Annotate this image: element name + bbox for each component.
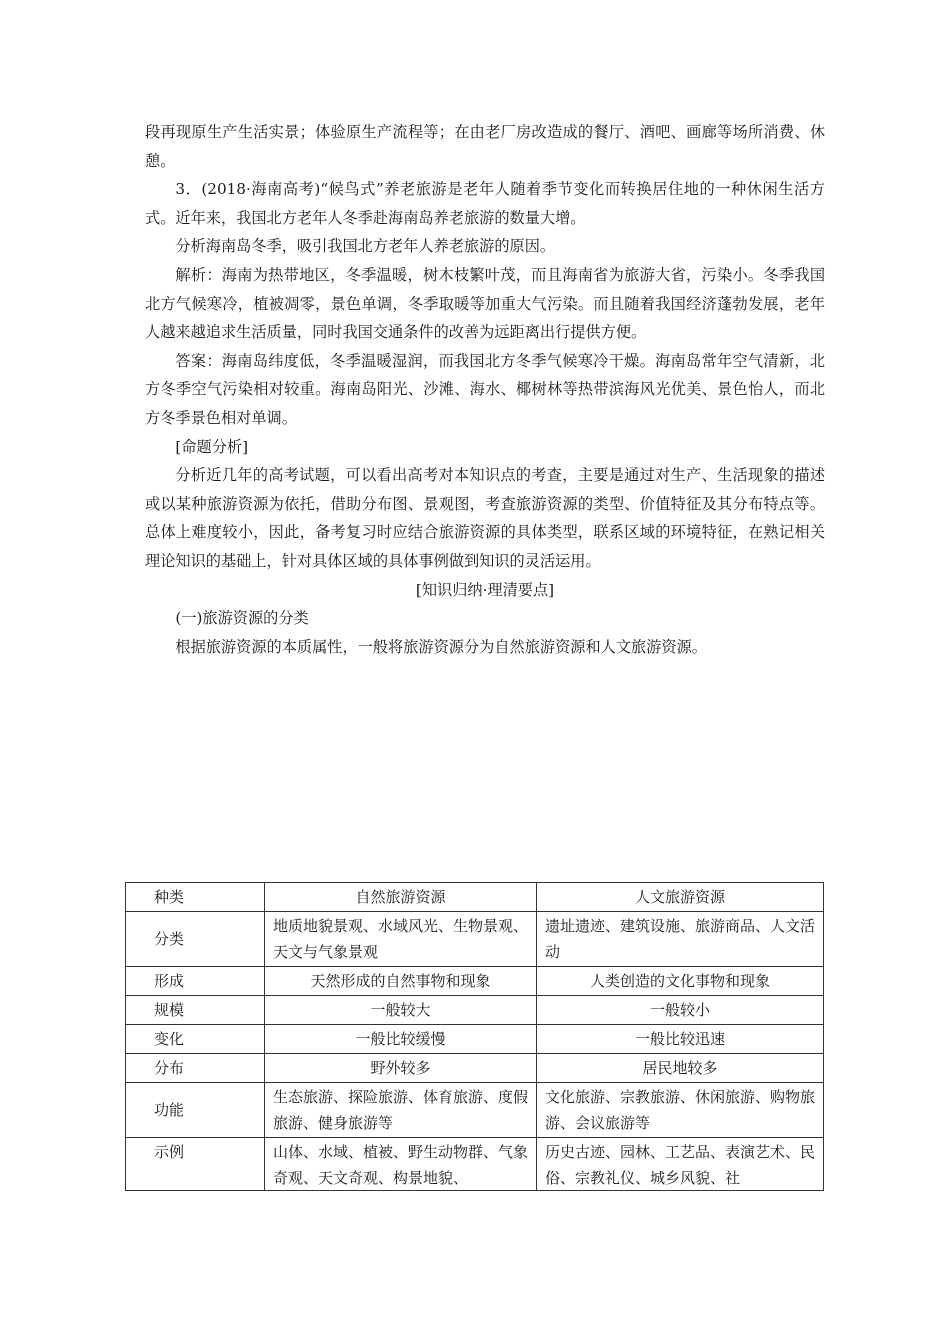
row-label: 形成 — [126, 967, 265, 996]
proposition-analysis-paragraph: 分析近几年的高考试题，可以看出高考对本知识点的考查，主要是通过对生产、生活现象的描述或以某种旅游资源为依托，借助分布图、景观图，考查旅游资源的类型、价值特征及其分布特点等。总体上难度较小，因此，备考复习时应结合旅游资源的具体类型，联系区域的环境特征，在熟记相关理论知识的基础上，针对具体区域的具体事例做到知识的灵活运用。 — [145, 466, 825, 570]
row-cell-natural: 一般较大 — [265, 996, 537, 1025]
row-cell-natural: 生态旅游、探险旅游、体育旅游、度假旅游、健身旅游等 — [265, 1083, 537, 1138]
question-3: 3．(2018·海南高考)“候鸟式”养老旅游是老年人随着季节变化而转换居住地的一种休闲生活方式。近年来，我国北方老年人冬季赴海南岛养老旅游的数量大增。 — [145, 180, 825, 227]
question-prompt: 分析海南岛冬季，吸引我国北方老年人养老旅游的原因。 — [175, 237, 556, 256]
table-row — [126, 1138, 824, 1191]
row-cell-human: 一般比较迅速 — [537, 1025, 824, 1054]
header-cell-human: 人文旅游资源 — [537, 883, 824, 912]
section-heading-knowledge: [知识归纳·理清要点] — [415, 580, 555, 599]
row-cell-human: 遗址遗迹、建筑设施、旅游商品、人文活动 — [537, 912, 824, 967]
row-cell-natural: 野外较多 — [265, 1054, 537, 1083]
document-body — [145, 118, 825, 661]
row-cell-human: 文化旅游、宗教旅游、休闲旅游、购物旅游、会议旅游等 — [537, 1083, 824, 1138]
row-label — [126, 1138, 265, 1191]
subheading-classification: (一)旅游资源的分类 — [175, 609, 309, 628]
row-cell-human-text: 历史古迹、园林、工艺品、表演艺术、民俗、宗教礼仪、城乡风貌、社 — [545, 1143, 815, 1187]
table-row — [126, 996, 824, 1025]
paragraph-continuation: 段再现原生产生活实景；体验原生产流程等；在由老厂房改造成的餐厅、酒吧、画廊等场所消费、休憩。 — [145, 123, 825, 170]
tourism-resources-table — [125, 882, 824, 1191]
row-label: 功能 — [126, 1083, 265, 1138]
table-row — [126, 1054, 824, 1083]
table-row — [126, 1025, 824, 1054]
section-heading-proposition: [命题分析] — [175, 437, 248, 456]
row-label: 分类 — [126, 912, 265, 967]
row-label: 规模 — [126, 996, 265, 1025]
header-cell-type: 种类 — [126, 883, 265, 912]
table-row — [126, 1083, 824, 1138]
row-cell-natural-text: 山体、水域、植被、野生动物群、气象奇观、天文奇观、构景地貌、 — [273, 1143, 528, 1187]
row-cell-human — [537, 1138, 824, 1191]
header-cell-natural: 自然旅游资源 — [265, 883, 537, 912]
classification-intro: 根据旅游资源的本质属性，一般将旅游资源分为自然旅游资源和人文旅游资源。 — [175, 637, 707, 656]
row-cell-human: 居民地较多 — [537, 1054, 824, 1083]
row-cell-human: 一般较小 — [537, 996, 824, 1025]
analysis-paragraph: 解析：海南为热带地区，冬季温暖，树木枝繁叶茂，而且海南省为旅游大省，污染小。冬季我国北方气候寒冷，植被凋零，景色单调，冬季取暖等加重大气污染。而且随着我国经济蓬勃发展，老年人越来越追求生活质量，同时我国交通条件的改善为远距离出行提供方便。 — [145, 265, 825, 342]
row-cell-natural: 地质地貌景观、水域风光、生物景观、天文与气象景观 — [265, 912, 537, 967]
row-label: 变化 — [126, 1025, 265, 1054]
table-row — [126, 967, 824, 996]
row-cell-natural: 一般比较缓慢 — [265, 1025, 537, 1054]
row-cell-natural: 天然形成的自然事物和现象 — [265, 967, 537, 996]
row-label: 分布 — [126, 1054, 265, 1083]
answer-paragraph: 答案：海南岛纬度低，冬季温暖湿润，而我国北方冬季气候寒冷干燥。海南岛常年空气清新，北方冬季空气污染相对较重。海南岛阳光、沙滩、海水、椰树林等热带滨海风光优美、景色怡人，而北方冬季景色相对单调。 — [145, 351, 825, 427]
table-header-row — [126, 883, 824, 912]
table-row — [126, 912, 824, 967]
row-cell-human: 人类创造的文化事物和现象 — [537, 967, 824, 996]
row-cell-natural — [265, 1138, 537, 1191]
row-label-text: 示例 — [153, 1143, 184, 1161]
